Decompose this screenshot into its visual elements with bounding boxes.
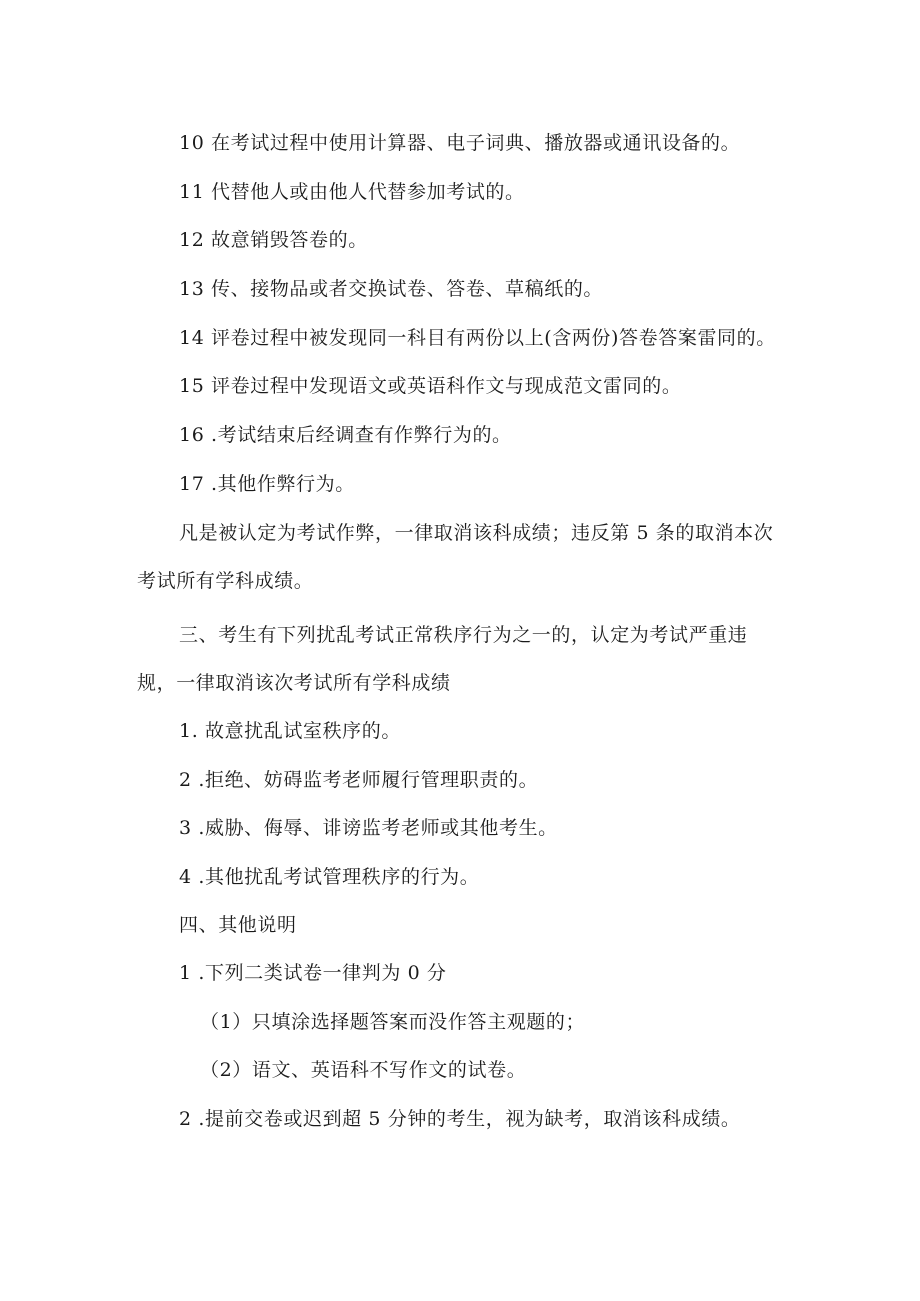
cheating-penalty-paragraph-line-2: 考试所有学科成绩。 bbox=[137, 570, 314, 592]
rule-item-10: 10 在考试过程中使用计算器、电子词典、播放器或通讯设备的。 bbox=[179, 132, 741, 154]
section-four-heading: 四、其他说明 bbox=[179, 914, 297, 936]
other-note-1-sub-2: （2）语文、英语科不写作文的试卷。 bbox=[200, 1059, 527, 1081]
rule-item-12: 12 故意销毁答卷的。 bbox=[179, 229, 368, 251]
other-note-1-sub-1: （1）只填涂选择题答案而没作答主观题的； bbox=[200, 1011, 586, 1033]
cheating-penalty-paragraph-line-1: 凡是被认定为考试作弊，一律取消该科成绩；违反第 5 条的取消本次 bbox=[179, 522, 774, 544]
section-three-heading-line-2: 规，一律取消该次考试所有学科成绩 bbox=[137, 672, 451, 694]
rule-item-14: 14 评卷过程中被发现同一科目有两份以上(含两份)答卷答案雷同的。 bbox=[179, 327, 776, 349]
section-three-heading-line-1: 三、考生有下列扰乱考试正常秩序行为之一的，认定为考试严重违 bbox=[179, 624, 748, 646]
disorder-item-3: 3 .威胁、侮辱、诽谤监考老师或其他考生。 bbox=[179, 817, 558, 839]
rule-item-11: 11 代替他人或由他人代替参加考试的。 bbox=[179, 181, 525, 203]
rule-item-16: 16 .考试结束后经调查有作弊行为的。 bbox=[179, 424, 512, 446]
rule-item-15: 15 评卷过程中发现语文或英语科作文与现成范文雷同的。 bbox=[179, 375, 682, 397]
disorder-item-2: 2 .拒绝、妨碍监考老师履行管理职责的。 bbox=[179, 769, 539, 791]
other-note-1: 1 .下列二类试卷一律判为 0 分 bbox=[179, 962, 447, 984]
disorder-item-1: 1. 故意扰乱试室秩序的。 bbox=[179, 720, 401, 742]
other-note-2: 2 .提前交卷或迟到超 5 分钟的考生，视为缺考，取消该科成绩。 bbox=[179, 1108, 741, 1130]
rule-item-13: 13 传、接物品或者交换试卷、答卷、草稿纸的。 bbox=[179, 278, 604, 300]
disorder-item-4: 4 .其他扰乱考试管理秩序的行为。 bbox=[179, 866, 480, 888]
rule-item-17: 17 .其他作弊行为。 bbox=[179, 473, 355, 495]
